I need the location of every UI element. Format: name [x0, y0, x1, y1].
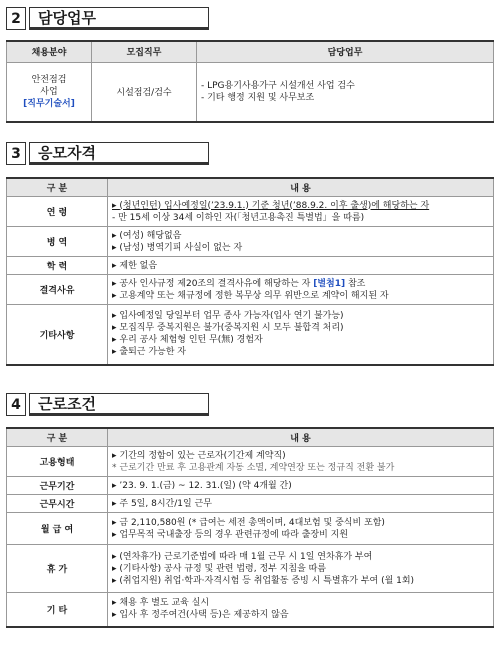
content-line: ▸ 입사 후 정주여건(사택 등)은 제공하지 않음 [112, 610, 289, 621]
content-line: ▸ 출퇴근 가능한 자 [112, 347, 186, 358]
section3-number: 3 [6, 142, 26, 165]
row-content [108, 495, 494, 513]
field-line: 안전점검 [31, 74, 67, 85]
content-line: ▸ 제한 없음 [112, 260, 158, 271]
duties-table [6, 40, 494, 123]
content-line: ▸ 입사예정일 당일부터 업무 종사 가능자(입사 연기 불가능) [112, 311, 344, 322]
row-category: 근무기간 [7, 477, 108, 495]
row-category: 고용형태 [7, 447, 108, 477]
duty-line: - LPG용기사용가구 시설개선 사업 검수 [201, 80, 355, 91]
content-line: ▸ (취업지원) 취업·학과·자격시험 등 취업활동 증빙 시 특별휴가 부여 (월 1회) [112, 575, 415, 586]
row-category: 월 급 여 [7, 513, 108, 545]
row-content [108, 513, 494, 545]
field-line: 사업 [40, 86, 58, 97]
row-category: 결격사유 [7, 275, 108, 305]
row-content [108, 477, 494, 495]
qualification-table [6, 177, 494, 366]
content-line: ▸ 공사 인사규정 제20조의 결격사유에 해당하는 자 [별첨1] 참조 [112, 278, 366, 289]
content-line: ▸ 채용 후 별도 교육 실시 [112, 598, 210, 609]
section2-heading: 담당업무 [29, 7, 209, 30]
header-content: 내 용 [108, 428, 494, 447]
content-line: ▸ 업무목적 국내출장 등의 경우 관련규정에 따라 출장비 지원 [112, 529, 349, 540]
row-category: 근무시간 [7, 495, 108, 513]
section4-number: 4 [6, 393, 26, 416]
row-content [108, 545, 494, 593]
content-line: - 만 15세 이상 34세 이하인 자(「청년고용촉진 특별법」을 따름) [112, 212, 365, 223]
content-line: ▸ 금 2,110,580원 (* 급여는 세전 총액이며, 4대보험 및 중식비 포함) [112, 517, 385, 528]
row-content [108, 257, 494, 275]
row-category: 기 타 [7, 593, 108, 627]
job-cell: 시설점검/검수 [92, 62, 197, 122]
working-conditions-table [6, 427, 494, 628]
row-content [108, 305, 494, 365]
row-content [108, 227, 494, 257]
content-line: ▸ 기간의 정함이 있는 근로자(기간제 계약직) [112, 450, 286, 461]
content-line: ▸ (연차휴가) 근로기준법에 따라 매 1월 근무 시 1일 연차휴가 부여 [112, 551, 373, 562]
row-content [108, 197, 494, 227]
section4-heading: 근로조건 [29, 393, 209, 416]
content-line: ▸ (기타사항) 공사 규정 및 관련 법령, 정부 지침을 따름 [112, 563, 327, 574]
section2-number: 2 [6, 7, 26, 30]
section4-title [6, 393, 209, 416]
header-job: 모집직무 [92, 41, 197, 62]
row-category: 학 력 [7, 257, 108, 275]
header-duties: 담당업무 [197, 41, 494, 62]
row-content [108, 275, 494, 305]
section2-title [6, 7, 209, 30]
header-category: 구 분 [7, 428, 108, 447]
content-line: ▸ 모집직무 중복지원은 불가(중복지원 시 모두 불합격 처리) [112, 323, 344, 334]
content-line: ▸ 주 5일, 8시간/1일 근무 [112, 498, 212, 509]
row-content [108, 593, 494, 627]
duties-cell [197, 62, 494, 122]
header-category: 구 분 [7, 178, 108, 197]
section3-heading: 응모자격 [29, 142, 209, 165]
row-category: 기타사항 [7, 305, 108, 365]
header-content: 내 용 [108, 178, 494, 197]
content-line: ▸ 우리 공사 체험형 인턴 무(無) 경험자 [112, 335, 263, 346]
attachment-link[interactable]: [별첨1] [313, 278, 346, 289]
job-description-link[interactable]: [직무기술서] [23, 98, 75, 109]
row-category: 연 령 [7, 197, 108, 227]
content-line: ▸ (여성) 해당없음 [112, 230, 182, 241]
content-line: ▸ 고용계약 또는 채규정에 정한 복무상 의무 위반으로 계약이 해지된 자 [112, 290, 389, 301]
content-line: ▸ ’23. 9. 1.(금) ~ 12. 31.(일) (약 4개월 간) [112, 480, 292, 491]
content-line: ▸ (남성) 병역기피 사실이 없는 자 [112, 242, 243, 253]
content-line: ▸ (청년인턴) 입사예정일(’23.9.1.) 기준 청년(’88.9.2. 이후 출생)에 해당하는 자 [112, 200, 430, 211]
section3-title [6, 142, 209, 165]
content-note: * 근로기간 만료 후 고용관계 자동 소멸, 계약연장 또는 정규직 전환 불가 [112, 462, 395, 473]
row-category: 휴 가 [7, 545, 108, 593]
row-content [108, 447, 494, 477]
duty-line: - 기타 행정 지원 및 사무보조 [201, 92, 315, 103]
row-category: 병 역 [7, 227, 108, 257]
field-cell [7, 62, 92, 122]
header-field: 채용분야 [7, 41, 92, 62]
